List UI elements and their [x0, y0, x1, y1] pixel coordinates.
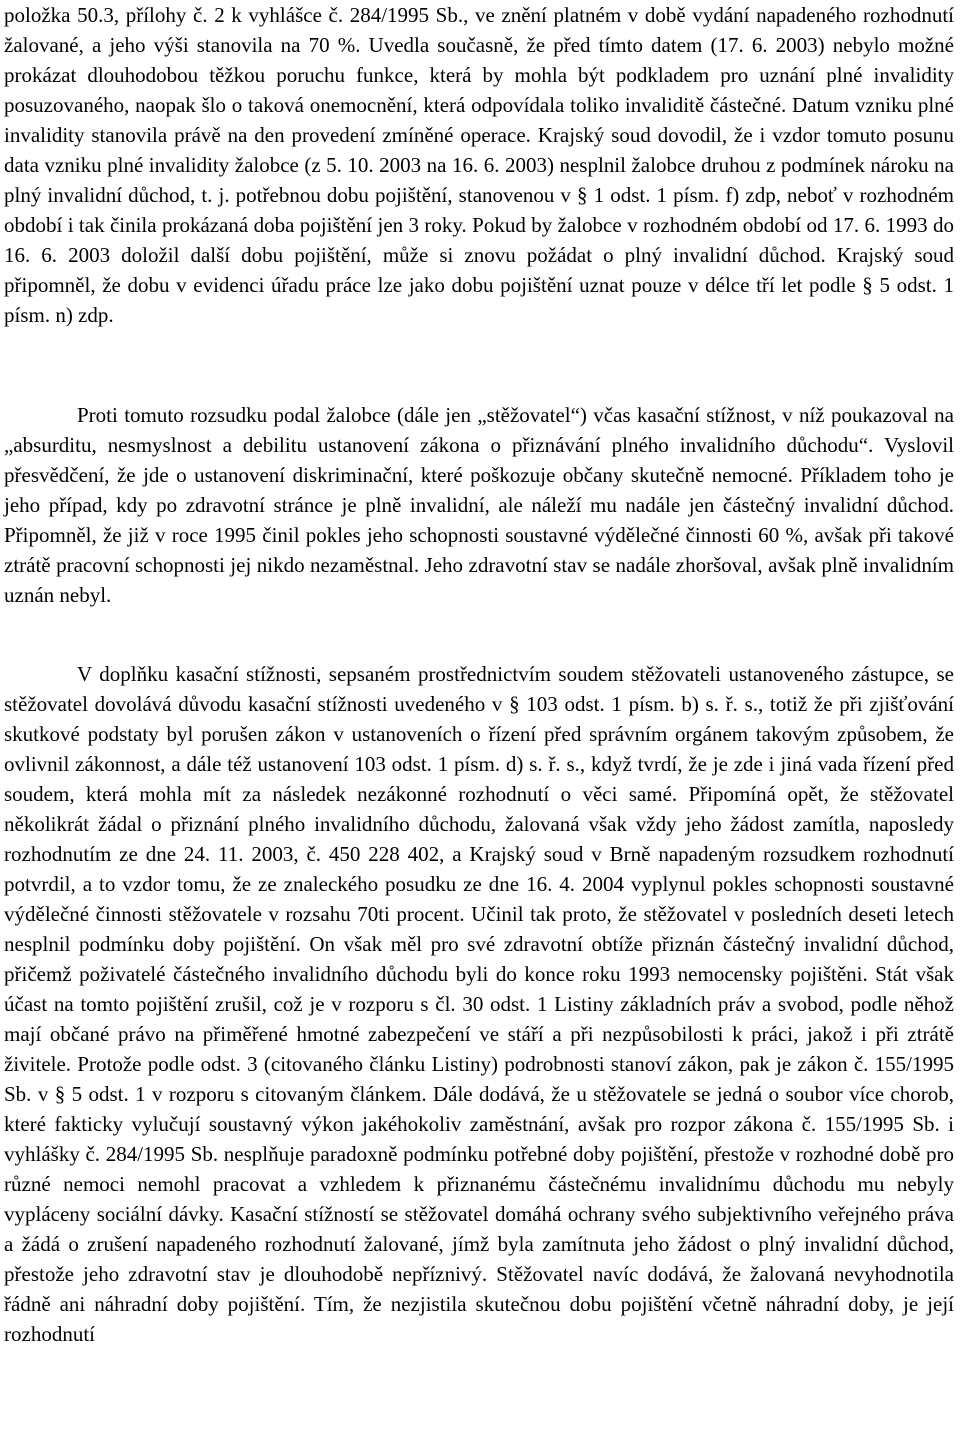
- paragraph-court-findings: položka 50.3, přílohy č. 2 k vyhlášce č. 284/1995 Sb., ve znění platném v době vydání napadeného rozhodnutí žalované, a jeho výši stanovila na 70 %. Uvedla současně, že před tímto datem (17. 6. 2003) nebylo možné prokázat dlouhodobou těžkou poruchu funkce, která by mohla být podkladem pro uznání plné invalidity posuzovaného, naopak šlo o taková onemocnění, která odpovídala toliko invaliditě částečné. Datum vzniku plné invalidity stanovila právě na den provedení zmíněné operace. Krajský soud dovodil, že i vzdor tomuto posunu data vzniku plné invalidity žalobce (z 5. 10. 2003 na 16. 6. 2003) nesplnil žalobce druhou z podmínek nároku na plný invalidní důchod, t. j. potřebnou dobu pojištění, stanovenou v § 1 odst. 1 písm. f) zdp, neboť v rozhodném období i tak činila prokázaná doba pojištění jen 3 roky. Pokud by žalobce v rozhodném období od 17. 6. 1993 do 16. 6. 2003 doložil další dobu pojištění, může si znovu požádat o plný invalidní důchod. Krajský soud připomněl, že dobu v evidenci úřadu práce lze jako dobu pojištění uznat pouze v délce tří let podle § 5 odst. 1 písm. n) zdp.: [4, 3, 954, 327]
- paragraph-cassation-complaint: Proti tomuto rozsudku podal žalobce (dále jen „stěžovatel“) včas kasační stížnost, v níž poukazoval na „absurditu, nesmyslnost a debilitu ustanovení zákona o přiznávání plného invalidního důchodu“. Vyslovil přesvědčení, že jde o ustanovení diskriminační, které poškozuje občany skutečně nemocné. Příkladem toho je jeho případ, kdy po zdravotní stránce je plně invalidní, ale náleží mu nadále jen částečný invalidní důchod. Připomněl, že již v roce 1995 činil pokles jeho schopnosti soustavné výdělečné činnosti 60 %, avšak při takové ztrátě pracovní schopnosti jej nikdo nezaměstnal. Jeho zdravotní stav se nadále zhoršoval, avšak plně invalidním uznán nebyl.: [4, 403, 954, 607]
- paragraph-complaint-supplement: V doplňku kasační stížnosti, sepsaném prostřednictvím soudem stěžovateli ustanoveného zástupce, se stěžovatel dovolává důvodu kasační stížnosti uvedeného v § 103 odst. 1 písm. b) s. ř. s., totiž že při zjišťování skutkové podstaty byl porušen zákon v ustanoveních o řízení před správním orgánem takovým způsobem, že ovlivnil zákonnost, a dále též ustanovení 103 odst. 1 písm. d) s. ř. s., když tvrdí, že je zde i jiná vada řízení před soudem, která mohla mít za následek nezákonné rozhodnutí o věci samé. Připomíná opět, že stěžovatel několikrát žádal o přiznání plného invalidního důchodu, žalovaná však vždy jeho žádost zamítla, naposledy rozhodnutím ze dne 24. 11. 2003, č. 450 228 402, a Krajský soud v Brně napadeným rozsudkem rozhodnutí potvrdil, a to vzdor tomu, že ze znaleckého posudku ze dne 16. 4. 2004 vyplynul pokles schopnosti soustavné výdělečné činnosti stěžovatele v rozsahu 70ti procent. Učinil tak proto, že stěžovatel v posledních deseti letech nesplnil podmínku doby pojištění. On však měl pro své zdravotní obtíže přiznán částečný invalidní důchod, přičemž poživatelé částečného invalidního důchodu byli do konce roku 1993 nemocensky pojištěni. Stát však účast na tomto pojištění zrušil, což je v rozporu s čl. 30 odst. 1 Listiny základních práv a svobod, podle něhož mají občané právo na přiměřené hmotné zabezpečení ve stáří a při nezpůsobilosti k práci, jakož i při ztrátě živitele. Protože podle odst. 3 (citovaného článku Listiny) podrobnosti stanoví zákon, pak je zákon č. 155/1995 Sb. v § 5 odst. 1 v rozporu s citovaným článkem. Dále dodává, že u stěžovatele se jedná o soubor více chorob, které fakticky vylučují soustavný výkon jakéhokoliv zaměstnání, avšak pro rozpor zákona č. 155/1995 Sb. i vyhlášky č. 284/1995 Sb. nesplňuje paradoxně podmínku potřebné doby pojištění, přestože v rozhodné době pro různé nemoci nemohl pracovat a vzhledem k přiznanému částečnému invalidnímu důchodu mu nebyly vypláceny sociální dávky. Kasační stížností se stěžovatel domáhá ochrany svého subjektivního veřejného práva a žádá o zrušení napadeného rozhodnutí žalované, jímž byla zamítnuta jeho žádost o plný invalidní důchod, přestože jeho zdravotní stav je dlouhodobě nepříznivý. Stěžovatel navíc dodává, že žalovaná nevyhodnotila řádně ani náhradní doby pojištění. Tím, že nezjistila skutečnou dobu pojištění včetně náhradní doby, je její rozhodnutí: [4, 662, 954, 1346]
